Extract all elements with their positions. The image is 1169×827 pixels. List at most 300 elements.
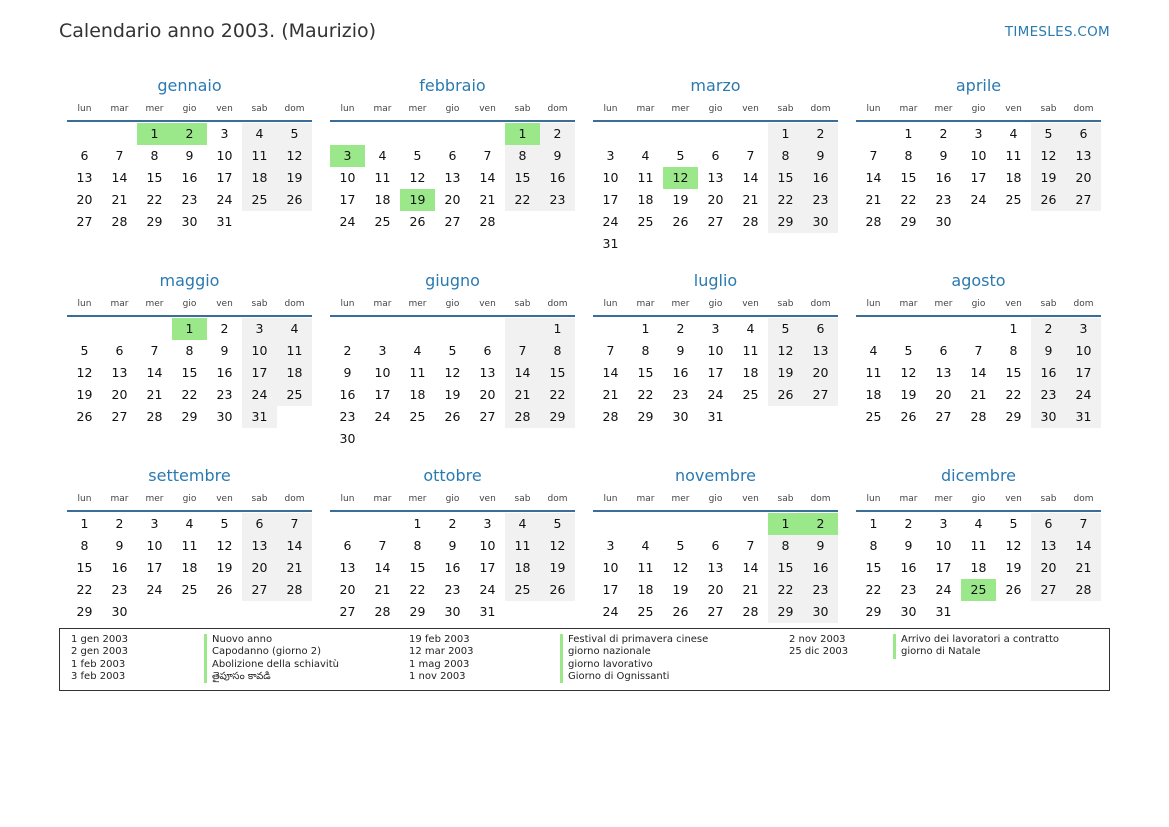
day-cell: 8 <box>413 538 422 553</box>
month-name: gennaio <box>157 76 222 95</box>
day-cell: 16 <box>339 387 356 402</box>
day-cell: 23 <box>900 582 917 597</box>
day-cell: 11 <box>242 145 277 167</box>
holiday-day-cell: 2 <box>172 123 207 145</box>
day-cell: 25 <box>409 409 426 424</box>
day-cell: 23 <box>540 189 575 211</box>
month-name: agosto <box>951 271 1006 290</box>
weekday-label: sab <box>251 104 268 114</box>
day-cell: 24 <box>216 192 233 207</box>
day-cell: 1 <box>540 318 575 340</box>
day-cell: 14 <box>479 170 496 185</box>
empty-cell <box>856 318 891 340</box>
legend-date: 19 feb 2003 <box>409 634 470 645</box>
day-cell: 23 <box>216 387 233 402</box>
day-cell: 9 <box>1031 340 1066 362</box>
day-cell: 2 <box>1031 318 1066 340</box>
day-cell: 25 <box>637 214 654 229</box>
day-cell: 24 <box>242 384 277 406</box>
day-cell: 11 <box>970 538 987 553</box>
day-cell: 18 <box>637 192 654 207</box>
empty-cell <box>365 318 400 340</box>
legend-date: 1 gen 2003 <box>71 634 129 645</box>
day-cell: 8 <box>80 538 89 553</box>
day-cell: 5 <box>540 513 575 535</box>
day-cell: 27 <box>707 604 724 619</box>
day-cell: 8 <box>904 148 913 163</box>
day-cell: 28 <box>970 409 987 424</box>
weekday-label: mar <box>636 104 655 114</box>
day-cell: 4 <box>378 148 387 163</box>
holiday-legend <box>59 628 1110 691</box>
day-cell: 12 <box>1031 145 1066 167</box>
day-cell: 7 <box>115 148 124 163</box>
weekday-label: mar <box>373 494 392 504</box>
weekday-label: mar <box>899 494 918 504</box>
day-cell: 17 <box>935 560 952 575</box>
empty-cell <box>663 123 698 145</box>
weekday-header <box>856 98 1101 122</box>
day-cell: 17 <box>970 170 987 185</box>
day-cell: 7 <box>483 148 492 163</box>
day-cell: 15 <box>76 560 93 575</box>
day-cell: 12 <box>409 170 426 185</box>
weekday-label: dom <box>810 299 831 309</box>
day-cell: 6 <box>711 148 720 163</box>
legend-date: 1 mag 2003 <box>409 658 470 670</box>
day-cell: 15 <box>146 170 163 185</box>
day-cell: 22 <box>181 387 198 402</box>
empty-cell <box>856 123 891 145</box>
empty-cell <box>470 318 505 340</box>
day-cell: 27 <box>479 409 496 424</box>
day-cell: 17 <box>479 560 496 575</box>
empty-cell <box>891 318 926 340</box>
day-cell: 23 <box>935 192 952 207</box>
day-cell: 18 <box>242 167 277 189</box>
day-cell: 27 <box>1066 189 1101 211</box>
empty-cell <box>365 513 400 535</box>
day-cell: 29 <box>865 604 882 619</box>
day-cell: 9 <box>676 343 685 358</box>
weekday-label: mer <box>145 104 164 114</box>
day-cell: 21 <box>1066 557 1101 579</box>
empty-cell <box>67 318 102 340</box>
empty-cell <box>593 513 628 535</box>
weekday-label: mer <box>408 104 427 114</box>
day-cell: 24 <box>935 582 952 597</box>
weekday-label: dom <box>284 104 305 114</box>
day-cell: 5 <box>413 148 422 163</box>
day-cell: 26 <box>216 582 233 597</box>
legend-holiday-name: giorno lavorativo <box>560 659 653 671</box>
days-grid <box>67 513 312 623</box>
day-cell: 31 <box>479 604 496 619</box>
empty-cell <box>593 123 628 145</box>
weekday-label: ven <box>742 104 759 114</box>
day-cell: 4 <box>185 516 194 531</box>
weekday-label: lun <box>340 299 355 309</box>
day-cell: 19 <box>444 387 461 402</box>
day-cell: 7 <box>277 513 312 535</box>
day-cell: 20 <box>803 362 838 384</box>
day-cell: 4 <box>277 318 312 340</box>
weekday-label: mer <box>671 299 690 309</box>
day-cell: 11 <box>409 365 426 380</box>
weekday-label: ven <box>216 299 233 309</box>
day-cell: 26 <box>540 579 575 601</box>
day-cell: 24 <box>1066 384 1101 406</box>
empty-cell <box>961 318 996 340</box>
legend-date: 1 nov 2003 <box>409 670 466 682</box>
day-cell: 29 <box>768 601 803 623</box>
weekday-label: dom <box>1073 104 1094 114</box>
day-cell: 29 <box>900 214 917 229</box>
holiday-day-cell: 25 <box>961 579 996 601</box>
day-cell: 3 <box>150 516 159 531</box>
weekday-label: sab <box>1040 104 1057 114</box>
day-cell: 15 <box>768 167 803 189</box>
day-cell: 1 <box>869 516 878 531</box>
empty-cell <box>400 123 435 145</box>
day-cell: 3 <box>974 126 983 141</box>
month-name: aprile <box>955 76 1002 95</box>
day-cell: 12 <box>540 535 575 557</box>
day-cell: 14 <box>111 170 128 185</box>
day-cell: 8 <box>768 145 803 167</box>
weekday-label: gio <box>971 299 986 309</box>
day-cell: 18 <box>181 560 198 575</box>
day-cell: 23 <box>444 582 461 597</box>
legend-holiday-name: giorno nazionale <box>560 646 651 658</box>
day-cell: 19 <box>1005 560 1022 575</box>
day-cell: 18 <box>970 560 987 575</box>
day-cell: 3 <box>242 318 277 340</box>
day-cell: 7 <box>150 343 159 358</box>
day-cell: 29 <box>146 214 163 229</box>
day-cell: 5 <box>904 343 913 358</box>
day-cell: 3 <box>378 343 387 358</box>
weekday-label: gio <box>182 299 197 309</box>
day-cell: 29 <box>1005 409 1022 424</box>
day-cell: 21 <box>479 192 496 207</box>
day-cell: 26 <box>277 189 312 211</box>
weekday-label: mar <box>373 104 392 114</box>
weekday-label: mer <box>671 104 690 114</box>
legend-date: 3 feb 2003 <box>71 670 126 682</box>
day-cell: 1 <box>904 126 913 141</box>
days-grid <box>67 318 312 428</box>
month-name: febbraio <box>419 76 486 95</box>
day-cell: 4 <box>641 538 650 553</box>
day-cell: 20 <box>1031 557 1066 579</box>
day-cell: 27 <box>707 214 724 229</box>
day-cell: 10 <box>479 538 496 553</box>
day-cell: 13 <box>1066 145 1101 167</box>
day-cell: 5 <box>676 148 685 163</box>
day-cell: 28 <box>374 604 391 619</box>
empty-cell <box>330 513 365 535</box>
day-cell: 30 <box>672 409 689 424</box>
holiday-day-cell: 1 <box>172 318 207 340</box>
weekday-label: sab <box>777 104 794 114</box>
day-cell: 20 <box>1066 167 1101 189</box>
day-cell: 4 <box>641 148 650 163</box>
day-cell: 15 <box>505 167 540 189</box>
day-cell: 25 <box>277 384 312 406</box>
holiday-day-cell: 3 <box>330 145 365 167</box>
day-cell: 1 <box>413 516 422 531</box>
weekday-label: mer <box>934 104 953 114</box>
day-cell: 16 <box>111 560 128 575</box>
day-cell: 2 <box>343 343 352 358</box>
day-cell: 2 <box>904 516 913 531</box>
day-cell: 4 <box>869 343 878 358</box>
empty-cell <box>505 318 540 340</box>
day-cell: 12 <box>444 365 461 380</box>
day-cell: 30 <box>803 601 838 623</box>
day-cell: 21 <box>111 192 128 207</box>
day-cell: 16 <box>216 365 233 380</box>
day-cell: 13 <box>111 365 128 380</box>
day-cell: 30 <box>1031 406 1066 428</box>
weekday-label: gio <box>445 494 460 504</box>
day-cell: 1 <box>768 123 803 145</box>
day-cell: 11 <box>374 170 391 185</box>
day-cell: 10 <box>707 343 724 358</box>
empty-cell <box>733 513 768 535</box>
day-cell: 7 <box>746 538 755 553</box>
empty-cell <box>102 123 137 145</box>
day-cell: 21 <box>277 557 312 579</box>
day-cell: 19 <box>768 362 803 384</box>
days-grid <box>856 318 1101 428</box>
day-cell: 10 <box>242 340 277 362</box>
day-cell: 20 <box>707 582 724 597</box>
day-cell: 3 <box>220 126 229 141</box>
weekday-label: sab <box>777 299 794 309</box>
day-cell: 14 <box>742 560 759 575</box>
weekday-label: gio <box>708 494 723 504</box>
day-cell: 24 <box>602 214 619 229</box>
weekday-label: sab <box>251 299 268 309</box>
day-cell: 23 <box>1031 384 1066 406</box>
day-cell: 31 <box>242 406 277 428</box>
day-cell: 12 <box>768 340 803 362</box>
empty-cell <box>926 318 961 340</box>
day-cell: 3 <box>606 148 615 163</box>
day-cell: 29 <box>181 409 198 424</box>
day-cell: 10 <box>970 148 987 163</box>
day-cell: 23 <box>181 192 198 207</box>
day-cell: 26 <box>900 409 917 424</box>
day-cell: 5 <box>676 538 685 553</box>
day-cell: 6 <box>115 343 124 358</box>
day-cell: 24 <box>970 192 987 207</box>
day-cell: 5 <box>80 343 89 358</box>
day-cell: 26 <box>1005 582 1022 597</box>
day-cell: 16 <box>540 167 575 189</box>
day-cell: 22 <box>768 189 803 211</box>
month-marzo <box>593 74 838 269</box>
day-cell: 31 <box>1066 406 1101 428</box>
day-cell: 18 <box>1005 170 1022 185</box>
day-cell: 8 <box>185 343 194 358</box>
days-grid <box>856 513 1101 623</box>
day-cell: 8 <box>540 340 575 362</box>
weekday-header <box>330 98 575 122</box>
day-cell: 28 <box>742 604 759 619</box>
legend-holiday-name: giorno di Natale <box>893 646 981 658</box>
day-cell: 23 <box>339 409 356 424</box>
weekday-label: dom <box>810 104 831 114</box>
day-cell: 17 <box>216 170 233 185</box>
day-cell: 11 <box>637 560 654 575</box>
day-cell: 18 <box>374 192 391 207</box>
day-cell: 22 <box>146 192 163 207</box>
weekday-label: ven <box>479 494 496 504</box>
weekday-label: ven <box>1005 494 1022 504</box>
weekday-label: ven <box>1005 299 1022 309</box>
day-cell: 19 <box>76 387 93 402</box>
day-cell: 7 <box>1066 513 1101 535</box>
day-cell: 9 <box>939 148 948 163</box>
weekday-label: sab <box>1040 299 1057 309</box>
day-cell: 13 <box>707 560 724 575</box>
day-cell: 14 <box>742 170 759 185</box>
day-cell: 31 <box>707 409 724 424</box>
weekday-label: mar <box>110 104 129 114</box>
day-cell: 30 <box>935 214 952 229</box>
day-cell: 16 <box>672 365 689 380</box>
day-cell: 13 <box>339 560 356 575</box>
day-cell: 20 <box>444 192 461 207</box>
month-giugno <box>330 269 575 464</box>
weekday-label: sab <box>251 494 268 504</box>
day-cell: 8 <box>505 145 540 167</box>
day-cell: 18 <box>409 387 426 402</box>
weekday-label: ven <box>479 299 496 309</box>
day-cell: 6 <box>242 513 277 535</box>
day-cell: 16 <box>900 560 917 575</box>
weekday-label: ven <box>479 104 496 114</box>
weekday-label: dom <box>547 104 568 114</box>
day-cell: 10 <box>602 170 619 185</box>
day-cell: 7 <box>746 148 755 163</box>
weekday-label: sab <box>514 104 531 114</box>
day-cell: 17 <box>242 362 277 384</box>
month-aprile <box>856 74 1101 269</box>
day-cell: 24 <box>707 387 724 402</box>
legend-date: 1 feb 2003 <box>71 658 126 670</box>
legend-holiday-name: Abolizione della schiavitù <box>204 659 339 671</box>
day-cell: 5 <box>1031 123 1066 145</box>
day-cell: 3 <box>711 321 720 336</box>
day-cell: 23 <box>111 582 128 597</box>
day-cell: 22 <box>1005 387 1022 402</box>
day-cell: 14 <box>146 365 163 380</box>
weekday-label: ven <box>1005 104 1022 114</box>
day-cell: 7 <box>974 343 983 358</box>
days-grid <box>330 513 575 623</box>
weekday-header <box>67 98 312 122</box>
weekday-label: ven <box>742 299 759 309</box>
weekday-label: lun <box>340 104 355 114</box>
legend-holiday-name: Capodanno (giorno 2) <box>204 646 321 658</box>
day-cell: 25 <box>505 579 540 601</box>
day-cell: 30 <box>216 409 233 424</box>
day-cell: 25 <box>1005 192 1022 207</box>
day-cell: 10 <box>602 560 619 575</box>
day-cell: 12 <box>672 560 689 575</box>
empty-cell <box>698 123 733 145</box>
month-name: dicembre <box>940 466 1017 485</box>
day-cell: 31 <box>602 236 619 251</box>
day-cell: 19 <box>900 387 917 402</box>
weekday-label: gio <box>182 104 197 114</box>
day-cell: 18 <box>865 387 882 402</box>
day-cell: 8 <box>1009 343 1018 358</box>
weekday-header <box>330 488 575 512</box>
legend-date: 25 dic 2003 <box>789 646 849 658</box>
day-cell: 26 <box>444 409 461 424</box>
day-cell: 10 <box>374 365 391 380</box>
weekday-label: lun <box>77 299 92 309</box>
day-cell: 31 <box>216 214 233 229</box>
day-cell: 16 <box>1031 362 1066 384</box>
day-cell: 8 <box>869 538 878 553</box>
day-cell: 19 <box>277 167 312 189</box>
month-name: novembre <box>674 466 757 485</box>
day-cell: 17 <box>707 365 724 380</box>
day-cell: 22 <box>768 579 803 601</box>
weekday-label: sab <box>514 494 531 504</box>
holiday-day-cell: 1 <box>137 123 172 145</box>
month-name: maggio <box>159 271 220 290</box>
weekday-label: mer <box>934 299 953 309</box>
day-cell: 9 <box>115 538 124 553</box>
day-cell: 25 <box>865 409 882 424</box>
day-cell: 21 <box>374 582 391 597</box>
day-cell: 4 <box>413 343 422 358</box>
weekday-label: lun <box>866 104 881 114</box>
day-cell: 2 <box>540 123 575 145</box>
day-cell: 7 <box>378 538 387 553</box>
weekday-label: mer <box>671 494 690 504</box>
month-maggio <box>67 269 312 464</box>
holiday-day-cell: 12 <box>663 167 698 189</box>
weekday-label: lun <box>77 104 92 114</box>
day-cell: 3 <box>483 516 492 531</box>
weekday-label: dom <box>284 299 305 309</box>
weekday-label: lun <box>603 494 618 504</box>
day-cell: 15 <box>865 560 882 575</box>
day-cell: 14 <box>602 365 619 380</box>
day-cell: 20 <box>339 582 356 597</box>
day-cell: 24 <box>602 604 619 619</box>
day-cell: 12 <box>1005 538 1022 553</box>
day-cell: 21 <box>602 387 619 402</box>
empty-cell <box>593 318 628 340</box>
brand-link[interactable]: TIMESLES.COM <box>1004 24 1110 40</box>
day-cell: 13 <box>1031 535 1066 557</box>
day-cell: 16 <box>803 167 838 189</box>
legend-date: 2 gen 2003 <box>71 646 129 658</box>
day-cell: 27 <box>242 579 277 601</box>
day-cell: 27 <box>76 214 93 229</box>
day-cell: 22 <box>409 582 426 597</box>
day-cell: 20 <box>242 557 277 579</box>
